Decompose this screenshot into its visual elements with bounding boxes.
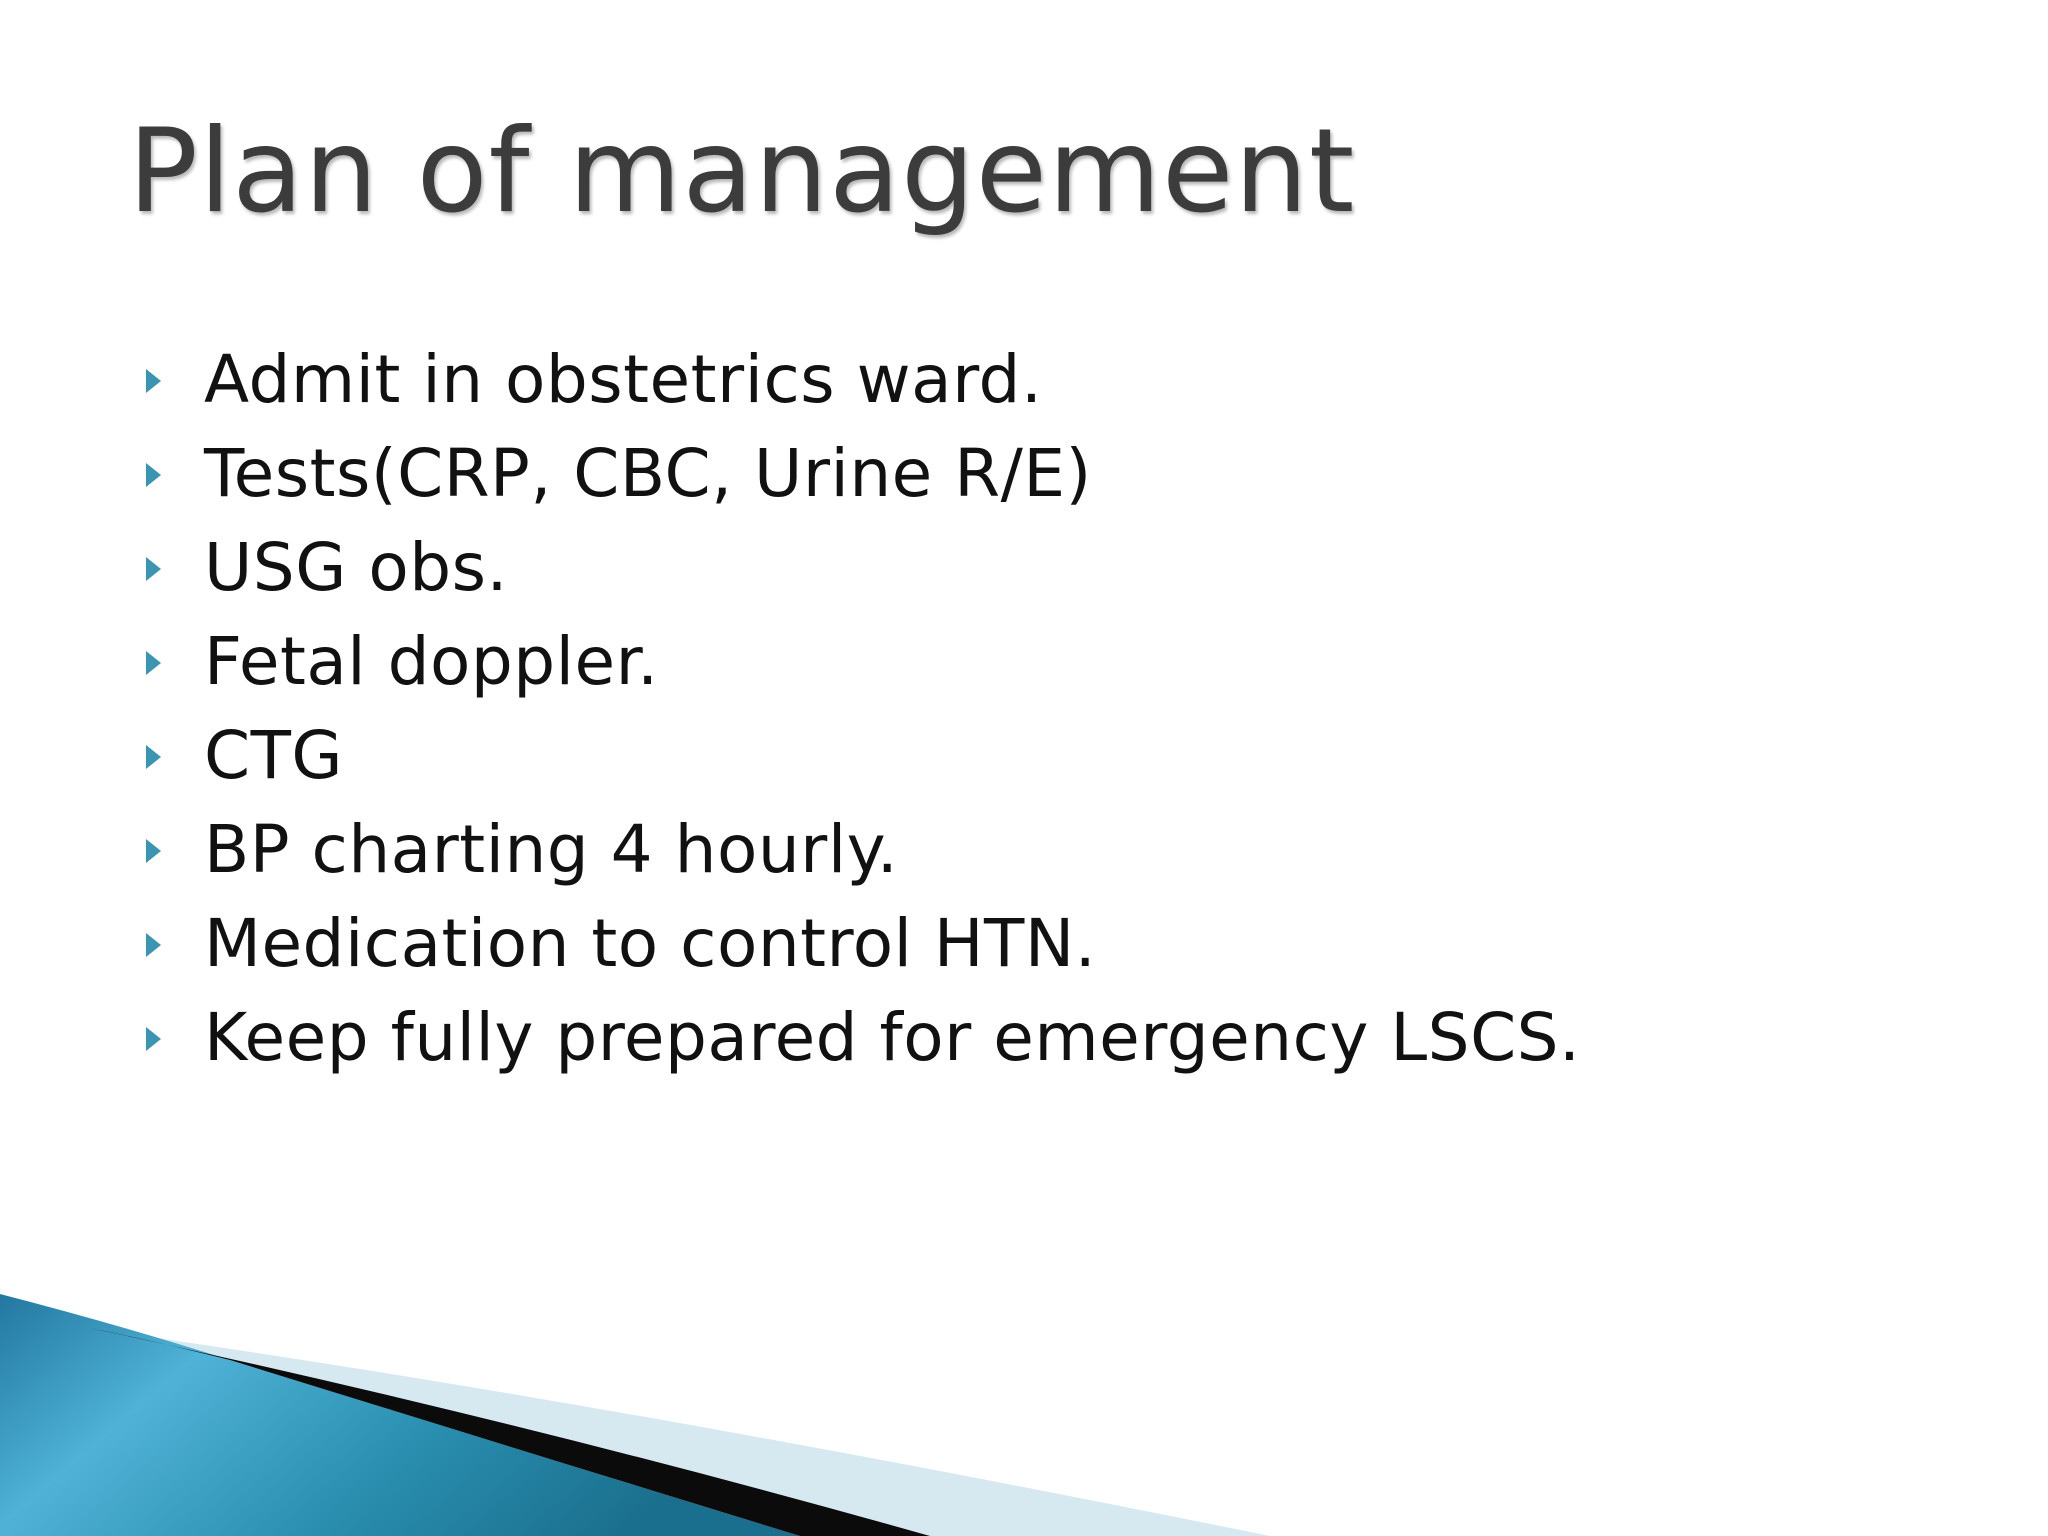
bullet-list (146, 332, 1581, 1084)
bullet-item (146, 426, 1581, 520)
dark-accent-stripe (90, 1328, 930, 1536)
bullet-item (146, 520, 1581, 614)
bullet-item (146, 802, 1581, 896)
bullet-text: Admit in obstetrics ward. (204, 340, 1043, 418)
triangle-bullet-icon (146, 463, 161, 487)
triangle-bullet-icon (146, 557, 161, 581)
triangle-bullet-icon (146, 369, 161, 393)
bullet-text: BP charting 4 hourly. (204, 810, 899, 888)
bullet-item (146, 614, 1581, 708)
teal-accent-wedge (0, 1294, 800, 1536)
bullet-item (146, 990, 1581, 1084)
bullet-text: Keep fully prepared for emergency LSCS. (204, 998, 1581, 1076)
pale-accent-band (100, 1330, 1270, 1536)
triangle-bullet-icon (146, 933, 161, 957)
bullet-text: CTG (204, 716, 344, 794)
triangle-bullet-icon (146, 839, 161, 863)
triangle-bullet-icon (146, 1027, 161, 1051)
triangle-bullet-icon (146, 745, 161, 769)
bullet-text: USG obs. (204, 528, 508, 606)
bullet-text: Fetal doppler. (204, 622, 659, 700)
bullet-text: Medication to control HTN. (204, 904, 1097, 982)
slide-title: Plan of management (128, 104, 1356, 239)
bullet-item (146, 708, 1581, 802)
bullet-text: Tests(CRP, CBC, Urine R/E) (204, 434, 1092, 512)
bullet-item (146, 332, 1581, 426)
bullet-item (146, 896, 1581, 990)
triangle-bullet-icon (146, 651, 161, 675)
